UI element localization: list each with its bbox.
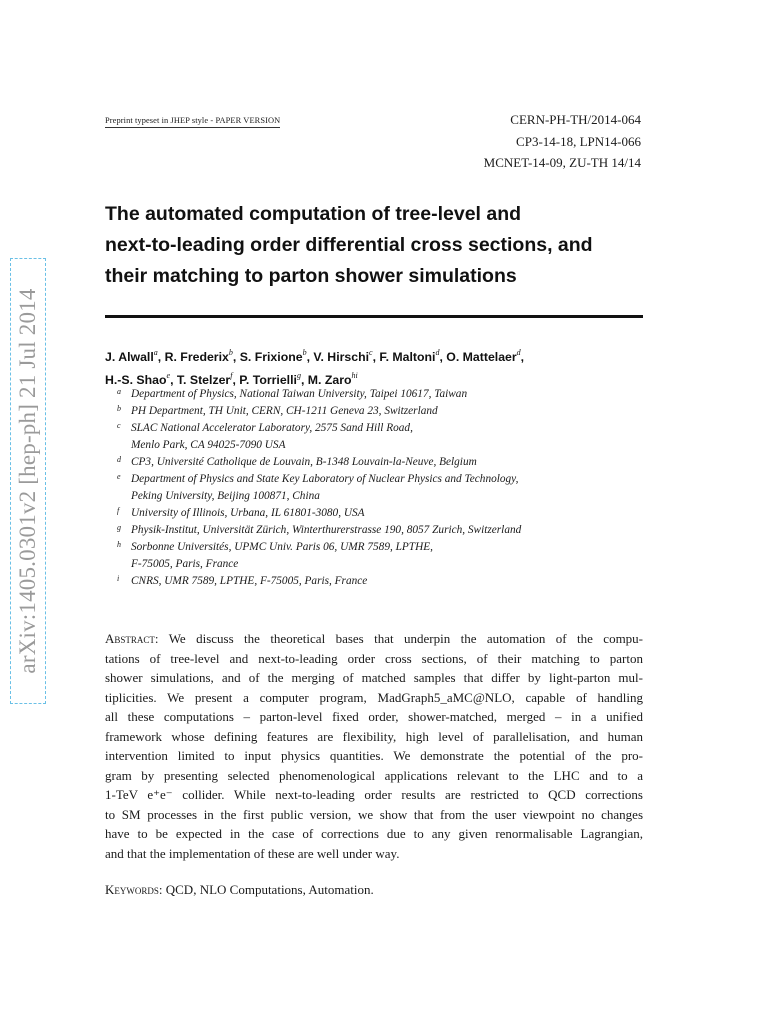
- author-affiliation-mark: b: [228, 348, 233, 357]
- keywords-label: Keywords:: [105, 882, 163, 897]
- author-affiliation-mark: g: [296, 371, 301, 381]
- abstract-line: shower simulations, and of the merging of matched samples that differ by light-parton mul-: [105, 670, 643, 685]
- affiliation: [117, 505, 521, 522]
- abstract-line: and that the implementation of these are well under way.: [105, 845, 400, 861]
- affiliation-mark: a: [117, 387, 121, 396]
- author-list: [105, 344, 645, 390]
- title-line: their matching to parton shower simulations: [105, 265, 517, 287]
- author-name: M. Zaro: [307, 373, 352, 388]
- abstract-line: have to be expected in the case of corrections due to any given renormalisable Lagrangian,: [105, 826, 643, 841]
- arxiv-stamp: [10, 258, 46, 704]
- abstract-line: tations of tree-level and next-to-leading order cross sections, of their matching to parton: [105, 650, 643, 666]
- affiliation-line: F-75005, Paris, France: [131, 558, 239, 570]
- author-name: S. Frixione: [239, 350, 303, 365]
- affiliation-line: Peking University, Beijing 100871, China: [131, 490, 320, 502]
- title-line: The automated computation of tree-level and: [105, 203, 522, 225]
- keywords-text: QCD, NLO Computations, Automation.: [165, 882, 374, 897]
- abstract-text: We discuss the theoretical bases that underpin the automation of the compu-: [168, 631, 644, 646]
- author-line: J. Alwall$^a$, R. Frederix$^b$, S. Frixione$^b$, V. Hirschi$^c$, F. Maltoni$^d$, O. Mattelaer$^d$,: [105, 348, 525, 365]
- affiliation-mark: d: [117, 455, 121, 464]
- affiliation-line: University of Illinois, Urbana, IL 61801-3080, USA: [131, 507, 365, 519]
- affiliation-mark: c: [117, 421, 121, 430]
- affiliation: [117, 454, 521, 471]
- abstract-line: [105, 629, 643, 649]
- affiliation-line: Physik-Institut, Universität Zürich, Winterthurerstrasse 190, 8057 Zurich, Switzerland: [131, 524, 522, 536]
- report-numbers: [484, 109, 641, 174]
- affiliation-line: Department of Physics and State Key Laboratory of Nuclear Physics and Technology,: [131, 473, 519, 485]
- abstract-line: all these computations – parton-level fixed order, shower-matched, merged – in a unified: [105, 709, 643, 724]
- author-name: J. Alwall: [105, 350, 154, 365]
- arxiv-stamp-text: arXiv:1405.0301v2 [hep-ph] 21 Jul 2014: [10, 258, 46, 704]
- report-number: CP3-14-18, LPN14-066: [516, 133, 641, 149]
- abstract-line: intervention limited to input physics quantities. We demonstrate the potential of the pro-: [105, 748, 643, 763]
- affiliation: [117, 539, 521, 573]
- abstract-line: 1-TeV e⁺e⁻ collider. While next-to-leading order results are restricted to QCD corrections: [105, 787, 643, 802]
- affiliation-mark: i: [117, 574, 120, 583]
- affiliation-line: Sorbonne Universités, UPMC Univ. Paris 06, UMR 7589, LPTHE,: [131, 541, 433, 553]
- author-name: R. Frederix: [164, 350, 229, 365]
- title-rule: [105, 315, 643, 318]
- author-affiliation-mark: b: [302, 348, 307, 357]
- author-affiliation-mark: hi: [351, 371, 358, 381]
- author-affiliation-mark: e: [166, 371, 171, 381]
- author-name: H.-S. Shao: [105, 373, 167, 388]
- affiliation-line: CP3, Université Catholique de Louvain, B-1348 Louvain-la-Neuve, Belgium: [131, 456, 477, 468]
- author-name: F. Maltoni: [379, 350, 436, 365]
- abstract-line: tiplicities. We present a computer program, MadGraph5_aMC@NLO, capable of handling: [105, 689, 643, 705]
- abstract-label: Abstract:: [105, 631, 159, 646]
- affiliation-list: [117, 386, 521, 590]
- affiliation: [117, 471, 521, 505]
- affiliation-line: Menlo Park, CA 94025-7090 USA: [131, 439, 286, 451]
- affiliation: [117, 403, 521, 420]
- paper-title: [105, 199, 645, 292]
- affiliation-mark: b: [117, 404, 121, 413]
- author-affiliation-mark: a: [153, 348, 158, 357]
- affiliation: [117, 522, 521, 539]
- report-number: CERN-PH-TH/2014-064: [510, 112, 641, 127]
- author-name: T. Stelzer: [176, 373, 231, 388]
- author-name: V. Hirschi: [313, 350, 370, 365]
- abstract-line: framework whose defining features are flexibility, high level of parallelisation, and human: [105, 728, 643, 744]
- affiliation-mark: e: [117, 472, 121, 481]
- author-line: H.-S. Shao$^e$, T. Stelzer$^f$, P. Torrielli$^g$, M. Zaro$^{hi}$: [105, 371, 358, 388]
- author-affiliation-mark: d: [435, 348, 440, 357]
- affiliation-line: SLAC National Accelerator Laboratory, 2575 Sand Hill Road,: [131, 422, 413, 434]
- affiliation-mark: f: [117, 506, 120, 515]
- author-name: O. Mattelaer: [446, 350, 517, 365]
- preprint-note: Preprint typeset in JHEP style - PAPER VERSION: [105, 115, 280, 128]
- author-affiliation-mark: f: [230, 371, 233, 381]
- abstract: [105, 629, 643, 863]
- affiliation: [117, 573, 521, 590]
- abstract-line: gram by presenting selected phenomenological applications relevant to the LHC and to a: [105, 767, 643, 783]
- affiliation: [117, 386, 521, 403]
- title-line: next-to-leading order differential cross sections, and: [105, 234, 593, 256]
- keywords: [105, 880, 374, 899]
- author-affiliation-mark: d: [516, 348, 521, 357]
- affiliation-line: Department of Physics, National Taiwan University, Taipei 10617, Taiwan: [131, 388, 468, 400]
- affiliation-mark: h: [117, 540, 121, 549]
- affiliation: [117, 420, 521, 454]
- abstract-line: to SM processes in the first public version, we show that from the user viewpoint no changes: [105, 806, 643, 822]
- report-number: MCNET-14-09, ZU-TH 14/14: [483, 155, 641, 170]
- affiliation-mark: g: [117, 523, 121, 532]
- author-name: P. Torrielli: [239, 373, 297, 388]
- affiliation-line: CNRS, UMR 7589, LPTHE, F-75005, Paris, France: [131, 575, 368, 587]
- affiliation-line: PH Department, TH Unit, CERN, CH-1211 Geneva 23, Switzerland: [131, 405, 438, 417]
- author-affiliation-mark: c: [369, 348, 373, 357]
